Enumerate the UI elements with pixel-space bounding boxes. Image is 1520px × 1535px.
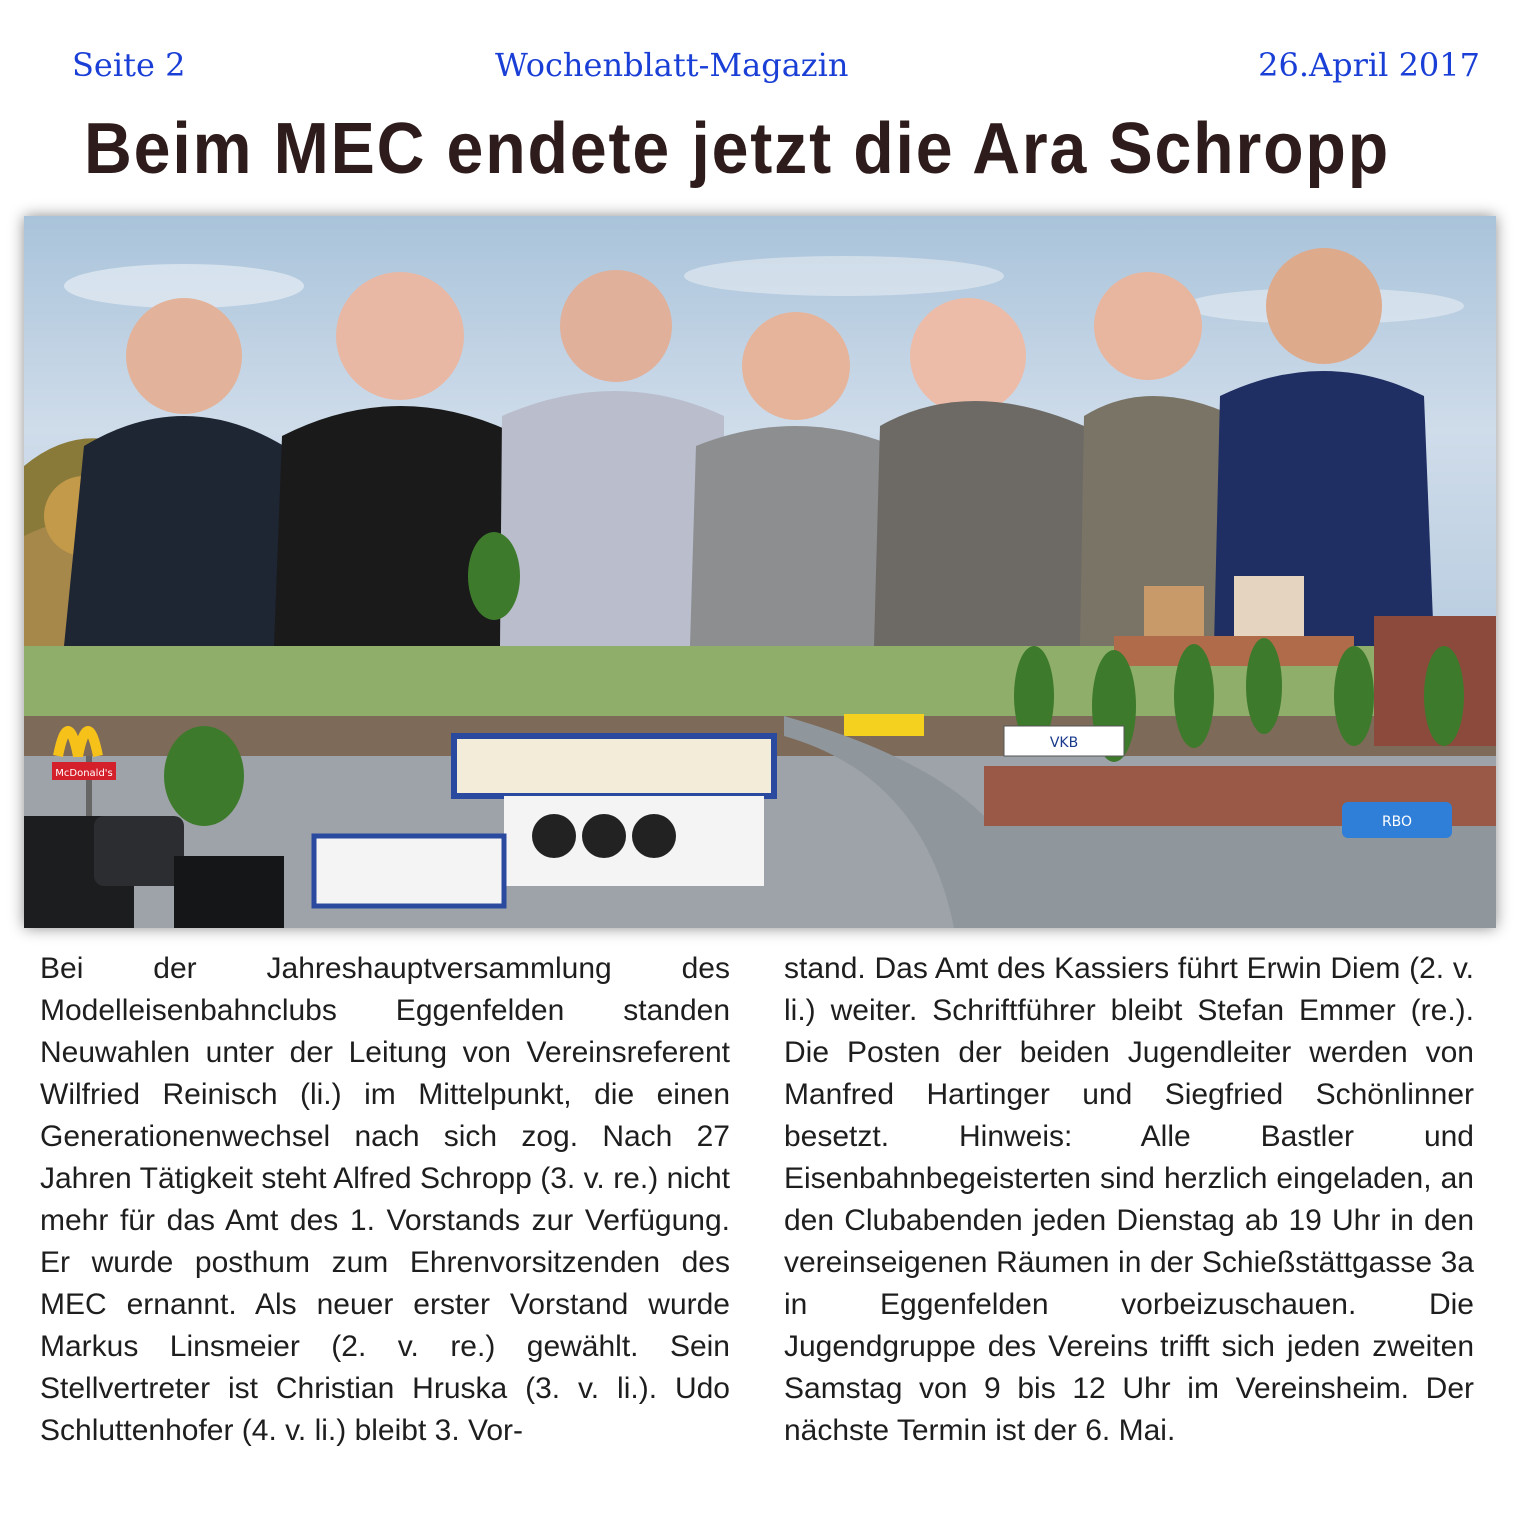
person-3 <box>500 270 724 646</box>
truck-label: VKB <box>1049 735 1079 751</box>
article-text-left: Bei der Jahreshauptversammlung des Modelleisenbahnclubs Eggenfelden standen Neuwahlen unter der Leitung von Vereinsreferent Wilfried Reinisch (li.) im Mittelpunkt, die einen Generationenwechsel nach sich zog. Nach 27 Jahren Tätigkeit steht Alfred Schropp (3. v. re.) nicht mehr für das Amt des 1. Vorstands zur Verfügung. Er wurde posthum zum Ehrenvorsitzenden des MEC ernannt. Als neuer erster Vorstand wurde Markus Linsmeier (2. v. re.) gewählt. Sein Stellvertreter ist Christian Hruska (3. v. li.). Udo Schluttenhofer (4. v. li.) bleibt 3. Vor- <box>40 952 730 1447</box>
page-number: Seite 2 <box>72 46 186 84</box>
article-text-right: stand. Das Amt des Kassiers führt Erwin Diem (2. v. li.) weiter. Schriftführer bleibt Stefan Emmer (re.). Die Posten der beiden Jugendleiter werden von Manfred Hartinger und Siegfried Schönlinner besetzt. Hinweis: Alle Bastler und Eisenbahnbegeisterten sind herzlich eingeladen, an den Clubabenden jeden Dienstag ab 19 Uhr in den vereinseigenen Räumen in der Schießstättgasse 3a in Eggenfelden vorbeizuschauen. Die Jugendgruppe des Vereins trifft sich jeden zweiten Samstag von 9 bis 12 Uhr im Vereinsheim. Der nächste Termin ist der 6. Mai. <box>784 952 1474 1447</box>
sign-label: McDonald's <box>55 768 113 779</box>
article-column-left <box>40 948 730 1452</box>
article-column-right <box>784 948 1474 1452</box>
person-4 <box>690 312 904 646</box>
article-photo <box>24 216 1496 928</box>
model-railway-group-photo <box>24 216 1496 928</box>
person-1 <box>64 298 304 646</box>
bus-label: RBO <box>1381 814 1413 830</box>
article-headline: Beim MEC endete jetzt die Ara Schropp <box>84 109 1391 189</box>
publication-name: Wochenblatt-Magazin <box>495 46 849 84</box>
page-header <box>0 46 1520 90</box>
person-5 <box>874 298 1100 646</box>
issue-date: 26.April 2017 <box>1258 46 1480 84</box>
